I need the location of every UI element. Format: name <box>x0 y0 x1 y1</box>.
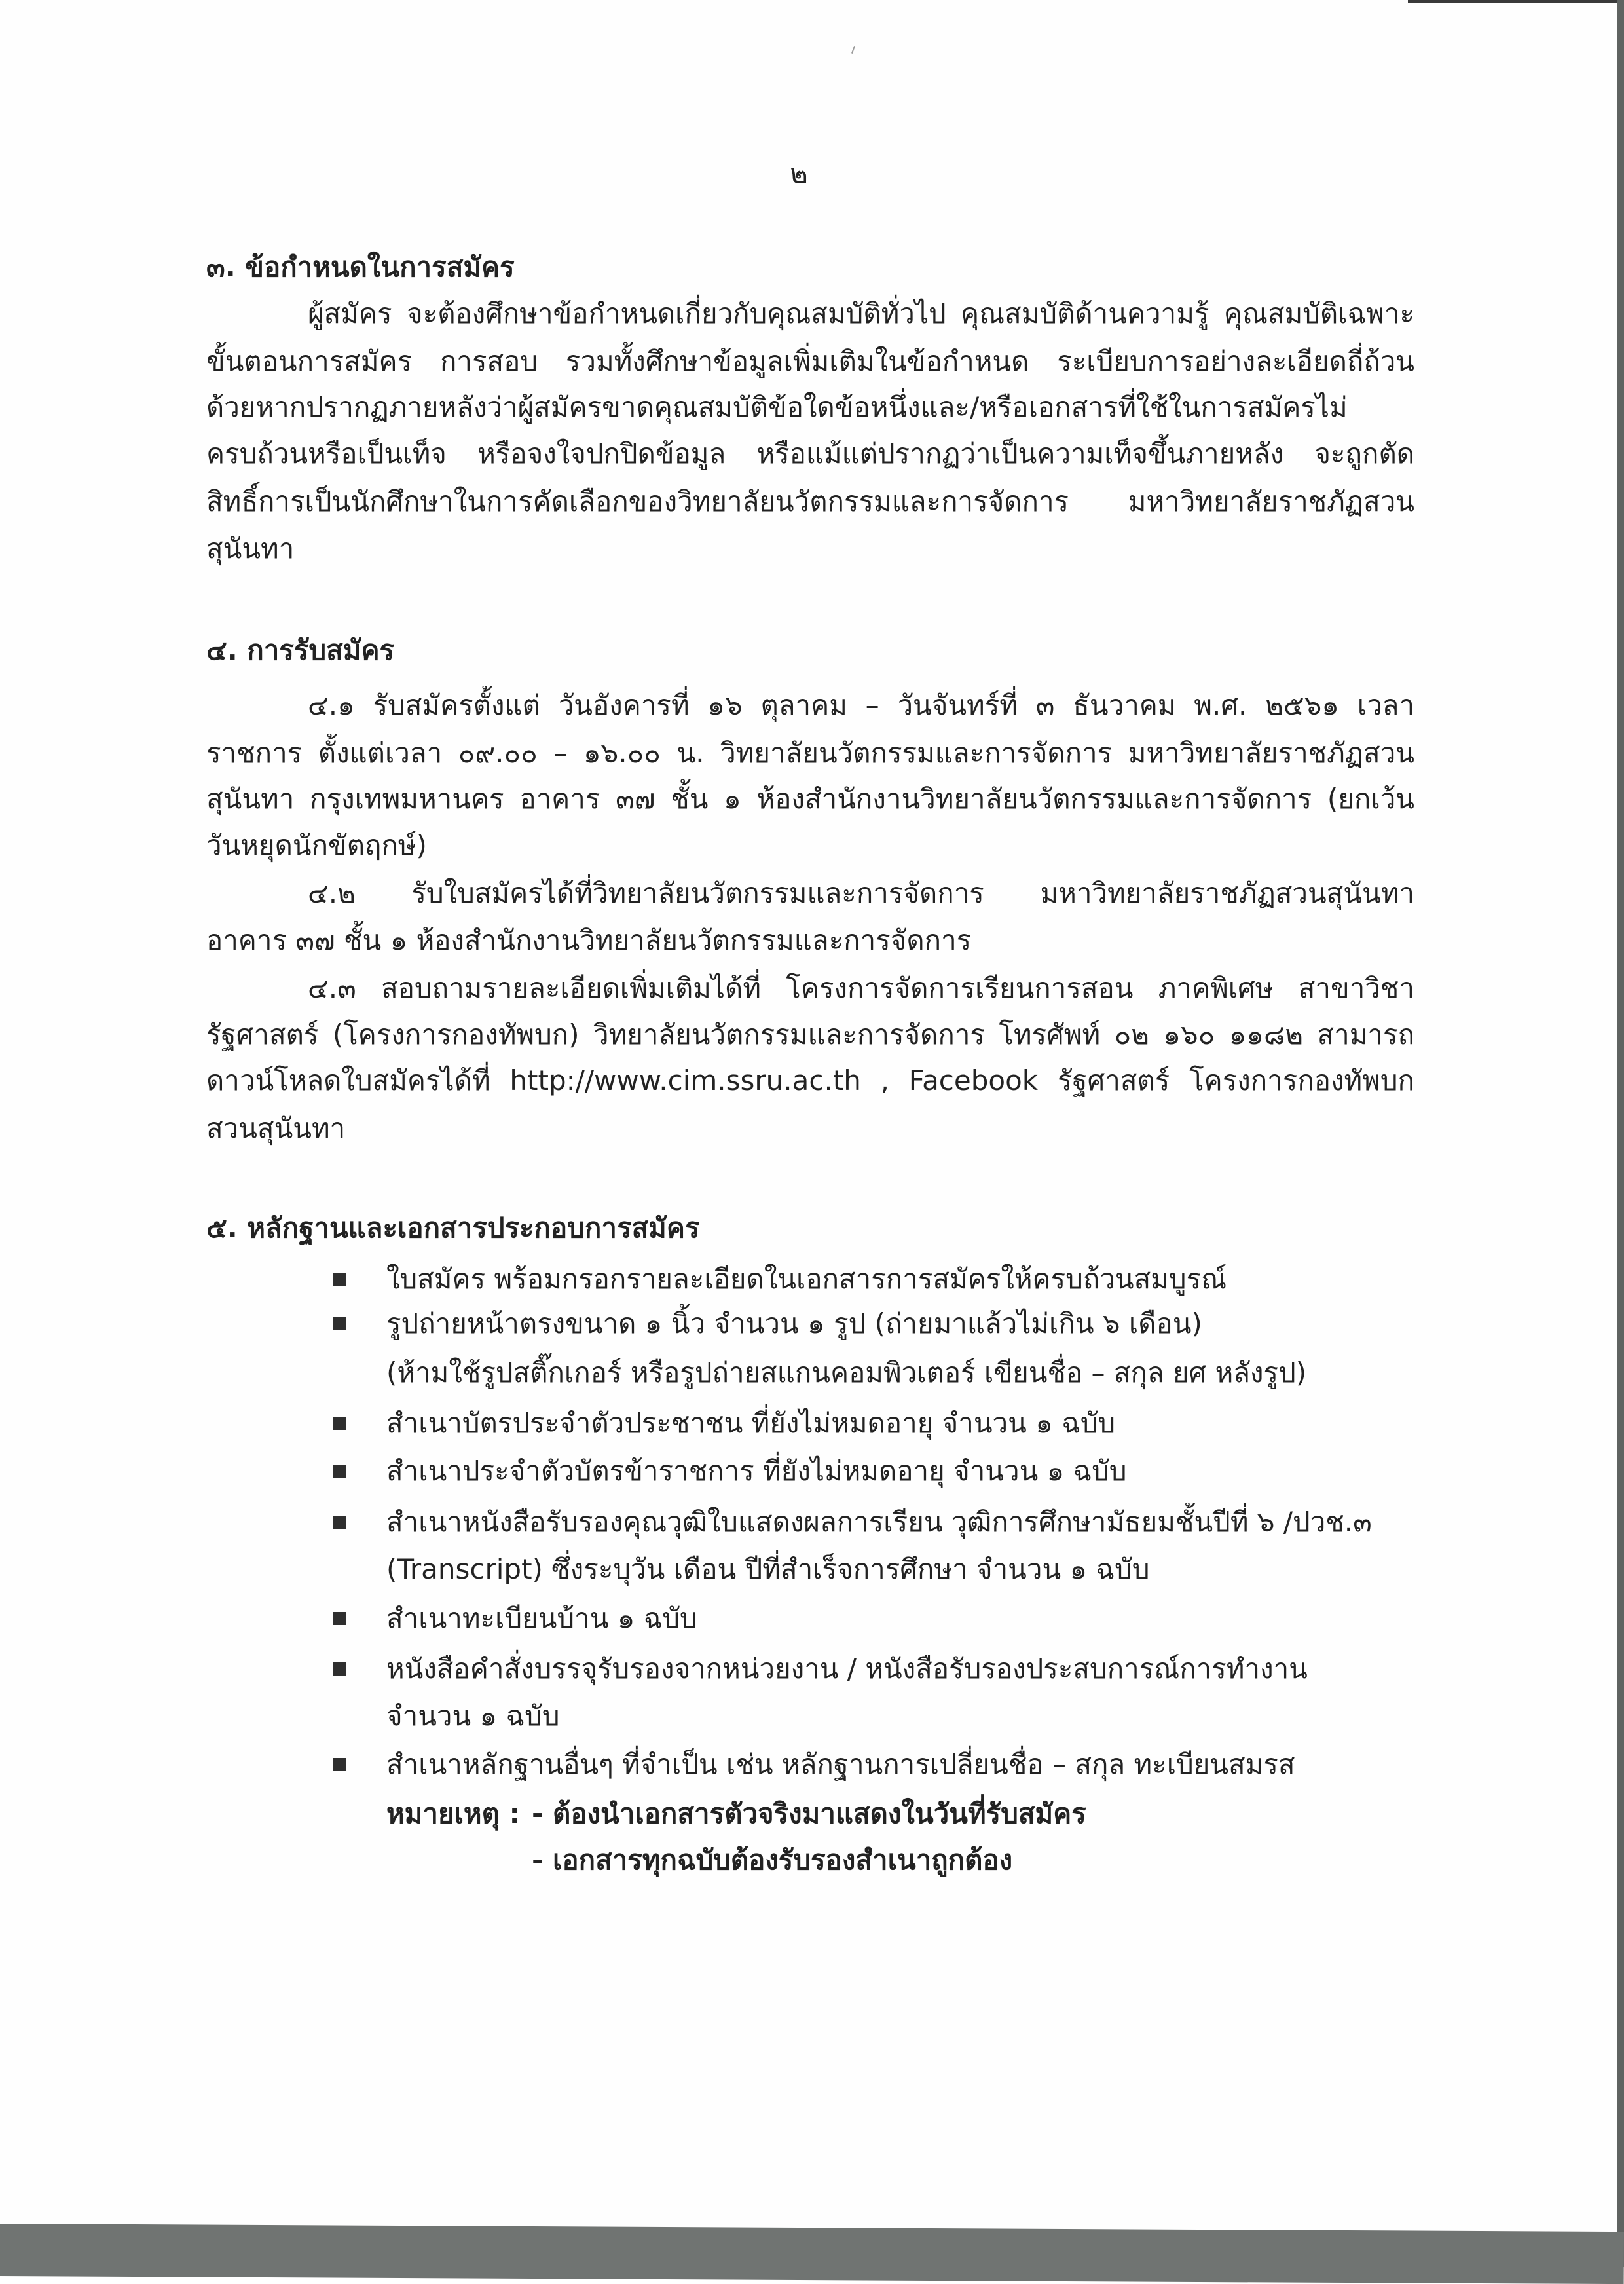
square-bullet-icon <box>333 1273 346 1286</box>
list-item-text: สำเนาหลักฐานอื่นๆ ที่จำเป็น เช่น หลักฐานการเปลี่ยนชื่อ – สกุล ทะเบียนสมรส <box>386 1748 1295 1780</box>
square-bullet-icon <box>333 1417 346 1430</box>
item-4-1-line: วันหยุดนักขัตฤกษ์) <box>206 829 427 861</box>
item-4-2-line: อาคาร ๓๗ ชั้น ๑ ห้องสำนักงานวิทยาลัยนวัตกรรมและการจัดการ <box>206 924 972 956</box>
scan-edge-right <box>1617 0 1624 2267</box>
square-bullet-icon <box>333 1662 346 1676</box>
list-item-text: สำเนาบัตรประจำตัวประชาชน ที่ยังไม่หมดอายุ จำนวน ๑ ฉบับ <box>386 1407 1116 1439</box>
note-item: - ต้องนำเอกสารตัวจริงมาแสดงในวันที่รับสมัคร <box>532 1797 1086 1829</box>
square-bullet-icon <box>333 1317 346 1330</box>
section-4-heading: ๔. การรับสมัคร <box>206 634 395 666</box>
scan-speck <box>851 46 855 54</box>
scan-edge-bottom <box>0 2224 1624 2284</box>
list-item-text: (ห้ามใช้รูปสติ๊กเกอร์ หรือรูปถ่ายสแกนคอมพิวเตอร์ เขียนชื่อ – สกุล ยศ หลังรูป) <box>386 1357 1307 1389</box>
section-5-heading: ๕. หลักฐานและเอกสารประกอบการสมัคร <box>206 1212 700 1244</box>
list-item-text: (Transcript) ซึ่งระบุวัน เดือน ปีที่สำเร็จการศึกษา จำนวน ๑ ฉบับ <box>386 1553 1150 1585</box>
section-3-heading: ๓. ข้อกำหนดในการสมัคร <box>206 251 515 283</box>
note-item: - เอกสารทุกฉบับต้องรับรองสำเนาถูกต้อง <box>532 1844 1013 1876</box>
item-4-3-line: สวนสุนันทา <box>206 1112 346 1144</box>
section-3-line: สิทธิ์การเป็นนักศึกษาในการคัดเลือกของวิทยาลัยนวัตกรรมและการจัดการ มหาวิทยาลัยราชภัฏสวน <box>206 485 1414 517</box>
scan-edge-top <box>1408 0 1617 3</box>
list-item-text: สำเนาหนังสือรับรองคุณวุฒิใบแสดงผลการเรียน วุฒิการศึกษามัธยมชั้นปีที่ ๖ /ปวช.๓ <box>386 1506 1372 1538</box>
item-4-3-line: รัฐศาสตร์ (โครงการกองทัพบก) วิทยาลัยนวัตกรรมและการจัดการ โทรศัพท์ ๐๒ ๑๖๐ ๑๑๘๒ สามารถ <box>206 1019 1414 1051</box>
item-4-3-line: ๔.๓ สอบถามรายละเอียดเพิ่มเติมได้ที่ โครงการจัดการเรียนการสอน ภาคพิเศษ สาขาวิชา <box>308 972 1414 1004</box>
section-3-line: ขั้นตอนการสมัคร การสอบ รวมทั้งศึกษาข้อมูลเพิ่มเติมในข้อกำหนด ระเบียบการอย่างละเอียดถี่ถ้วน <box>206 345 1414 377</box>
square-bullet-icon <box>333 1612 346 1625</box>
list-item-text: จำนวน ๑ ฉบับ <box>386 1700 560 1732</box>
square-bullet-icon <box>333 1465 346 1478</box>
section-3-line: สุนันทา <box>206 533 295 565</box>
list-item-text: สำเนาประจำตัวบัตรข้าราชการ ที่ยังไม่หมดอายุ จำนวน ๑ ฉบับ <box>386 1455 1127 1487</box>
square-bullet-icon <box>333 1758 346 1771</box>
list-item-text: สำเนาทะเบียนบ้าน ๑ ฉบับ <box>386 1602 697 1634</box>
section-3-line: ผู้สมัคร จะต้องศึกษาข้อกำหนดเกี่ยวกับคุณสมบัติทั่วไป คุณสมบัติด้านความรู้ คุณสมบัติเฉพาะ <box>308 297 1414 329</box>
item-4-3-line: ดาวน์โหลดใบสมัครได้ที่ http://www.cim.ssru.ac.th , Facebook รัฐศาสตร์ โครงการกองทัพบก <box>206 1064 1414 1096</box>
note-label: หมายเหตุ : <box>386 1797 521 1829</box>
page-number: ๒ <box>790 157 808 189</box>
section-3-line: ด้วยหากปรากฏภายหลังว่าผู้สมัครขาดคุณสมบัติข้อใดข้อหนึ่งและ/หรือเอกสารที่ใช้ในการสมัครไม่ <box>206 391 1348 423</box>
list-item-text: ใบสมัคร พร้อมกรอกรายละเอียดในเอกสารการสมัครให้ครบถ้วนสมบูรณ์ <box>386 1263 1227 1295</box>
list-item-text: รูปถ่ายหน้าตรงขนาด ๑ นิ้ว จำนวน ๑ รูป (ถ่ายมาแล้วไม่เกิน ๖ เดือน) <box>386 1307 1202 1339</box>
square-bullet-icon <box>333 1516 346 1529</box>
item-4-1-line: สุนันทา กรุงเทพมหานคร อาคาร ๓๗ ชั้น ๑ ห้องสำนักงานวิทยาลัยนวัตกรรมและการจัดการ (ยกเว้น <box>206 783 1414 815</box>
item-4-1-line: ๔.๑ รับสมัครตั้งแต่ วันอังคารที่ ๑๖ ตุลาคม – วันจันทร์ที่ ๓ ธันวาคม พ.ศ. ๒๕๖๑ เวลา <box>308 689 1414 721</box>
item-4-2-line: ๔.๒ รับใบสมัครได้ที่วิทยาลัยนวัตกรรมและการจัดการ มหาวิทยาลัยราชภัฏสวนสุนันทา <box>308 877 1414 909</box>
section-3-line: ครบถ้วนหรือเป็นเท็จ หรือจงใจปกปิดข้อมูล หรือแม้แต่ปรากฏว่าเป็นความเท็จขึ้นภายหลัง จะถูกตัด <box>206 438 1414 470</box>
item-4-1-line: ราชการ ตั้งแต่เวลา ๐๙.๐๐ – ๑๖.๐๐ น. วิทยาลัยนวัตกรรมและการจัดการ มหาวิทยาลัยราชภัฏสวน <box>206 737 1414 769</box>
list-item-text: หนังสือคำสั่งบรรจุรับรองจากหน่วยงาน / หนังสือรับรองประสบการณ์การทำงาน <box>386 1653 1308 1685</box>
